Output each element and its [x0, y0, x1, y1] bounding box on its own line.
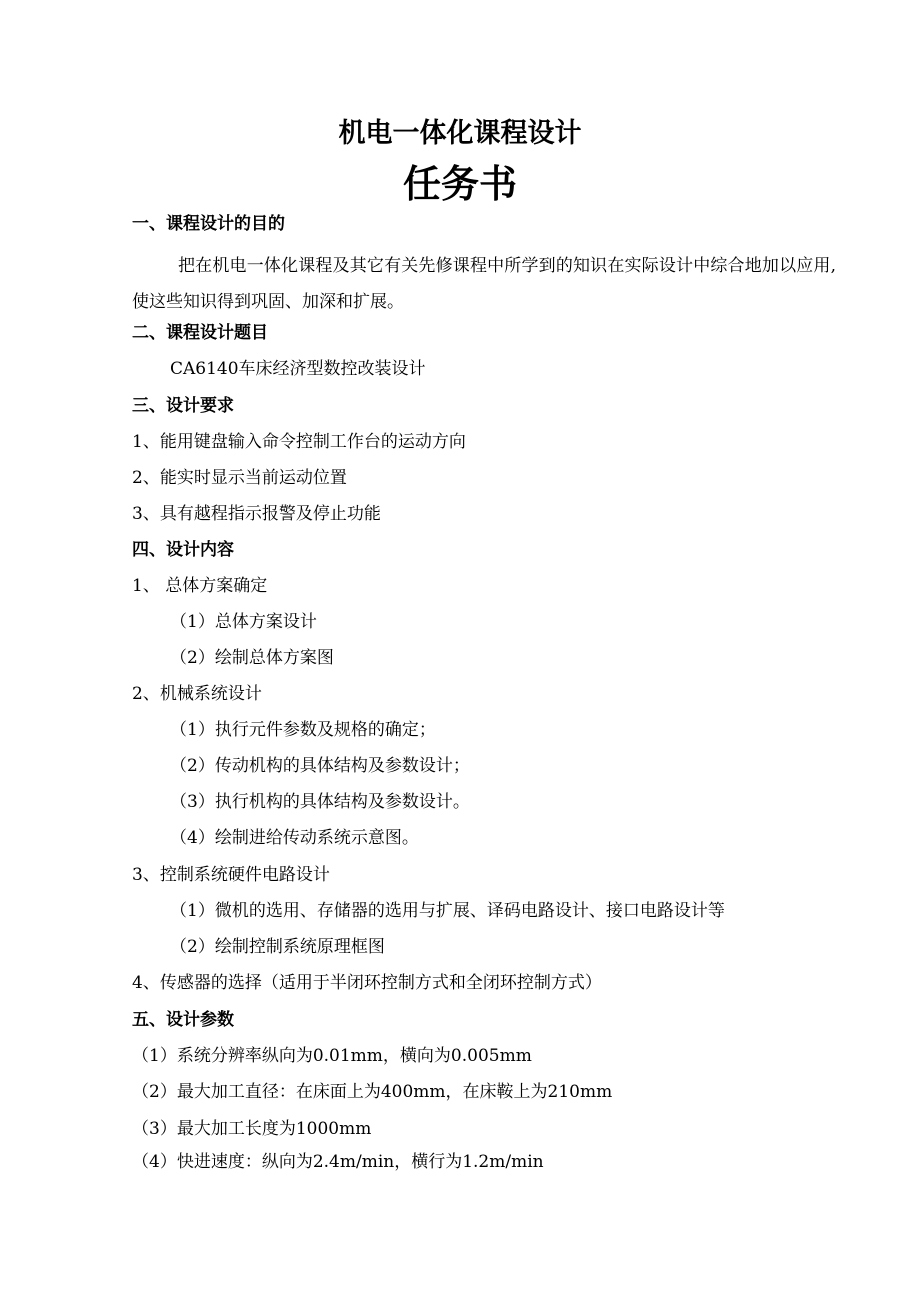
- requirement-item: 2、能实时显示当前运动位置: [132, 468, 347, 488]
- content-sub-item: （2）绘制总体方案图: [170, 648, 334, 668]
- content-group-label: 3、控制系统硬件电路设计: [132, 865, 330, 885]
- section-heading-content: 四、设计内容: [132, 540, 234, 560]
- content-sub-item: （3）执行机构的具体结构及参数设计。: [170, 792, 470, 812]
- document-subtitle: 任务书: [402, 161, 517, 206]
- content-group-label: 4、传感器的选择（适用于半闭环控制方式和全闭环控制方式）: [132, 973, 602, 993]
- document-title: 机电一体化课程设计: [338, 118, 582, 149]
- content-sub-item: （2）传动机构的具体结构及参数设计；: [170, 756, 470, 776]
- section-heading-purpose: 一、课程设计的目的: [132, 214, 285, 234]
- content-sub-item: （4）绘制进给传动系统示意图。: [170, 828, 419, 848]
- section-heading-topic: 二、课程设计题目: [132, 323, 268, 343]
- requirement-item: 1、能用键盘输入命令控制工作台的运动方向: [132, 432, 466, 452]
- content-group-label: 1、 总体方案确定: [132, 576, 268, 596]
- parameter-item: （2）最大加工直径：在床面上为400mm，在床鞍上为210mm: [132, 1082, 613, 1102]
- purpose-paragraph: 把在机电一体化课程及其它有关先修课程中所学到的知识在实际设计中综合地加以应用,使这些知识得到巩固、加深和扩展。: [132, 256, 836, 312]
- content-sub-item: （1）执行元件参数及规格的确定；: [170, 720, 436, 740]
- section-heading-parameters: 五、设计参数: [132, 1010, 234, 1030]
- requirement-item: 3、具有越程指示报警及停止功能: [132, 504, 381, 524]
- content-sub-item: （1）微机的选用、存储器的选用与扩展、译码电路设计、接口电路设计等: [170, 901, 725, 921]
- content-sub-item: （2）绘制控制系统原理框图: [170, 937, 385, 957]
- content-group-label: 2、机械系统设计: [132, 684, 262, 704]
- section-heading-requirements: 三、设计要求: [132, 396, 234, 416]
- content-sub-item: （1）总体方案设计: [170, 612, 317, 632]
- parameter-item: （1）系统分辨率纵向为0.01mm，横向为0.005mm: [132, 1046, 532, 1066]
- topic-text: CA6140车床经济型数控改装设计: [170, 359, 426, 379]
- parameter-item: （3）最大加工长度为1000mm: [132, 1119, 372, 1139]
- parameter-item: （4）快进速度：纵向为2.4m/min，横行为1.2m/min: [132, 1152, 544, 1172]
